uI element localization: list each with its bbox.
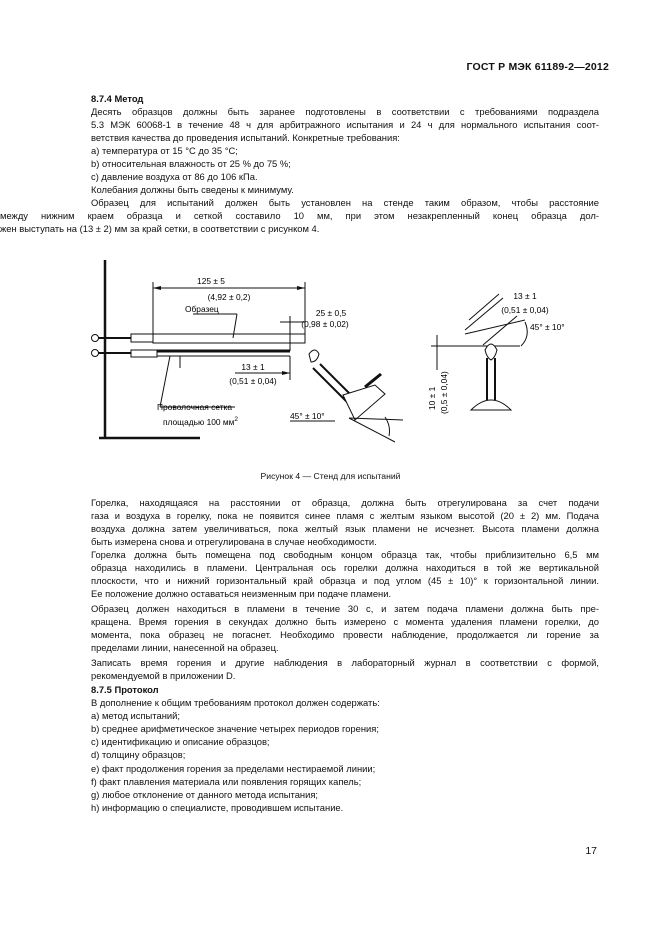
document-header: ГОСТ Р МЭК 61189-2—2012 — [466, 61, 609, 73]
paragraph-mounting — [0, 197, 599, 236]
text-line: плоскости, что и нижний горизонтальный край образца и под углом (45 ± 10)° к горизонтальной линии. — [91, 574, 599, 586]
text-line: газа и воздуха в горелку, пока не появится синее пламя с желтым языком высотой (20 ± 2) мм. Подача — [91, 509, 599, 521]
report-item: c) идентификацию и описание образцов; — [91, 736, 270, 747]
angle-right-label: 45° ± 10° — [530, 322, 565, 332]
angle-base — [349, 418, 395, 442]
arrow — [282, 371, 290, 375]
requirement-a: a) температура от 15 °C до 35 °C; — [91, 145, 238, 156]
text-line: кращена. Время горения в секундах должно быть измерено с момента удаления пламени горелки, до — [91, 615, 599, 627]
angle-left-label: 45° ± 10° — [290, 411, 325, 421]
figure-caption: Рисунок 4 — Стенд для испытаний — [260, 471, 401, 481]
paragraph-burner-position — [91, 549, 599, 601]
paragraph-record — [91, 657, 599, 683]
text-line: Горелка, находящаяся на расстоянии от образца, должна быть отрегулирована за счет подачи — [91, 497, 599, 508]
report-item: h) информацию о специалисте, проводившем испытание. — [91, 802, 344, 813]
right-burner-base — [471, 400, 511, 410]
dim-10-inch-label: (0,5 ± 0,04) — [439, 371, 449, 414]
text-line: Горелка должна быть помещена под свободным концом образца так, чтобы приблизительно 6,5 мм — [91, 549, 599, 560]
section-title-875: 8.7.5 Протокол — [91, 684, 159, 695]
test-stand-figure — [85, 250, 605, 460]
requirement-b: b) относительная влажность от 25 % до 75 %; — [91, 158, 291, 169]
right-dim-ext-2 — [483, 316, 517, 345]
report-item: e) факт продолжения горения за пределами нестираемой линии; — [91, 763, 376, 774]
paragraph-burner-adjust — [91, 497, 599, 549]
fluctuation-note: Колебания должны быть сведены к минимуму. — [91, 184, 294, 195]
text-line: жен выступать на (13 ± 2) мм за край сетки, в соответствии с рисунком 4. — [0, 222, 320, 234]
mesh-area-label — [163, 416, 238, 427]
paragraph-conditioning — [91, 106, 599, 145]
report-item: d) толщину образцов; — [91, 749, 186, 760]
clamp-knob-upper — [92, 335, 99, 342]
flame — [309, 350, 319, 362]
report-item: a) метод испытаний; — [91, 710, 180, 721]
text-line: пределами линии, нанесенной на образец. — [91, 641, 279, 653]
dim-13-inch-label: (0,51 ± 0,04) — [229, 376, 277, 386]
dim-10-label: 10 ± 1 — [427, 386, 437, 410]
mesh-area-sup: 2 — [234, 416, 239, 423]
text-line: Образец для испытаний должен быть установлен на стенде таким образом, чтобы расстояние — [91, 197, 599, 208]
text-line: Образец должен находиться в пламени в течение 30 с, и затем подача пламени должна быть пре- — [91, 603, 599, 614]
dim-length-inch-label: (4,92 ± 0,2) — [207, 292, 251, 302]
right-dim-ext-1 — [465, 298, 503, 330]
report-item: g) любое отклонение от данного метода испытания; — [91, 789, 319, 800]
arrow — [153, 286, 161, 290]
angle-leg — [349, 418, 403, 420]
right-flame — [485, 344, 497, 360]
section-title-874: 8.7.4 Метод — [91, 93, 144, 104]
text-line: 5.3 МЭК 60068-1 в течение 48 ч для арбитражного испытания и 24 ч для нормального испытания соот- — [91, 118, 599, 130]
specimen-label: Образец — [185, 304, 219, 314]
text-line: образца находились в пламени. Центральная ось горелки должна находиться в той же вертикальной — [91, 561, 599, 573]
arrow — [297, 286, 305, 290]
text-line: Десять образцов должны быть заранее подготовлены в соответствии с требованиями подраздела — [91, 106, 599, 117]
right-angle-arc — [521, 322, 527, 346]
mesh-leader-tail — [160, 356, 170, 407]
report-item: b) среднее арифметическое значение четырех периодов горения; — [91, 723, 379, 734]
dim-13-label: 13 ± 1 — [241, 362, 265, 372]
dim-length-label: 125 ± 5 — [197, 276, 225, 286]
report-item: f) факт плавления материала или появления горящих капель; — [91, 776, 362, 787]
right-dim-13-label: 13 ± 1 — [513, 291, 537, 301]
requirement-c: c) давление воздуха от 86 до 106 кПа. — [91, 171, 258, 182]
text-line: ветствия качества до проведения испытаний. Конкретные требования: — [91, 131, 400, 143]
text-line: воздуха должна затем увеличиваться, пока желтый язык пламени не исчезнет. Высота пламени должна — [91, 522, 599, 534]
mesh-label: Проволочная сетка — [157, 402, 233, 412]
dim-overhang-label: 25 ± 0,5 — [315, 308, 347, 318]
right-dim-line — [469, 294, 499, 320]
paragraph-flame-time — [91, 603, 599, 655]
text-line: момента, пока образец не погаснет. Необходимо провести наблюдение, продолжается ли горение за — [91, 628, 599, 640]
report-intro: В дополнение к общим требованиям протокол должен содержать: — [91, 697, 380, 708]
text-line: быть измерена снова и отрегулирована в случае необходимости. — [91, 535, 377, 547]
burner-knob — [365, 374, 381, 387]
right-dim-13-inch-label: (0,51 ± 0,04) — [501, 305, 549, 315]
text-line: Записать время горения и другие наблюдения в лабораторный журнал в соответствии с формой, — [91, 657, 599, 668]
text-line: между нижним краем образца и сеткой составило 10 мм, при этом незакрепленный конец образца дол- — [0, 209, 599, 221]
dim-overhang-inch-label: (0,98 ± 0,02) — [301, 319, 349, 329]
text-line: рекомендуемой в приложении D. — [91, 669, 236, 681]
text-line: Ее положение должно оставаться неизменным при подаче пламени. — [91, 587, 392, 599]
clamp-knob-lower — [92, 350, 99, 357]
mesh-area-text: площадью 100 мм — [163, 417, 235, 427]
specimen-bar — [153, 334, 305, 343]
page-number: 17 — [585, 845, 597, 857]
clamp-jaw-lower — [131, 350, 157, 357]
burner-head — [343, 385, 385, 420]
